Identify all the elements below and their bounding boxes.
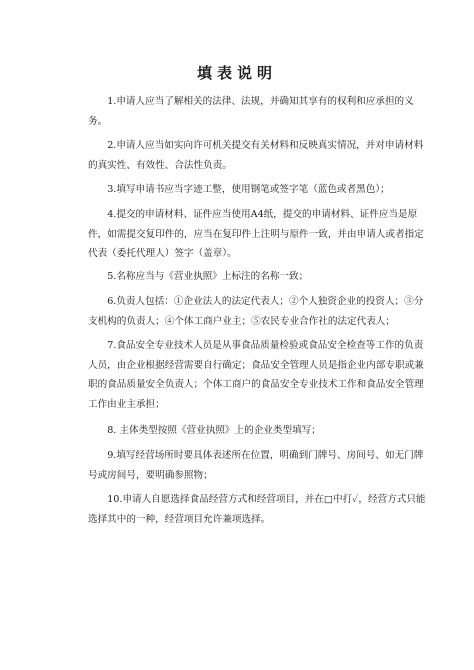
instruction-item-6: 6.负责人包括：①企业法人的法定代表人；②个人独资企业的投资人；③分支机构的负责人；④个体工商户业主；⑤农民专业合作社的法定代表人； [88, 296, 424, 327]
instruction-item-4: 4.提交的申请材料、证件应当使用A4纸，提交的申请材料、证件应当是原件，如需提交复印件的，应当在复印件上注明与原件一致，并由申请人或者指定代表（委托代理人）签字（盖章）。 [88, 209, 424, 259]
instruction-item-2: 2.申请人应当如实向许可机关提交有关材料和反映真实情况，并对申请材料的真实性、有效性、合法性负责。 [88, 140, 424, 171]
instruction-item-1: 1.申请人应当了解相关的法律、法规，并确知其享有的权利和应承担的义务。 [88, 96, 414, 127]
instruction-item-8: 8. 主体类型按照《营业执照》上的企业类型填写； [107, 425, 321, 436]
page-title: 填表说明 [196, 64, 277, 82]
instruction-item-7: 7.食品安全专业技术人员是从事食品质量检验或食品安全检查等工作的负责人员，由企业根据经营需要自行确定；食品安全管理人员是指企业内部专职或兼职的食品质量安全负责人；个体工商户的食品安全专业技术工作和食品安全管理工作由业主承担； [88, 340, 424, 410]
instruction-item-5: 5.名称应当与《营业执照》上标注的名称一致； [107, 271, 309, 282]
instruction-item-3: 3.填写申请书应当字迹工整，使用钢笔或签字笔（蓝色或者黑色）； [107, 184, 390, 195]
instruction-item-10: 10.申请人自愿选择食品经营方式和经营项目，并在□中打✓，经营方式只能选择其中的一种，经营项目允许兼项选择。 [88, 494, 426, 525]
instruction-item-9: 9.填写经营场所时要具体表述所在位置，明确到门牌号、房间号、如无门牌号或房间号，要明确参照物； [88, 450, 424, 481]
